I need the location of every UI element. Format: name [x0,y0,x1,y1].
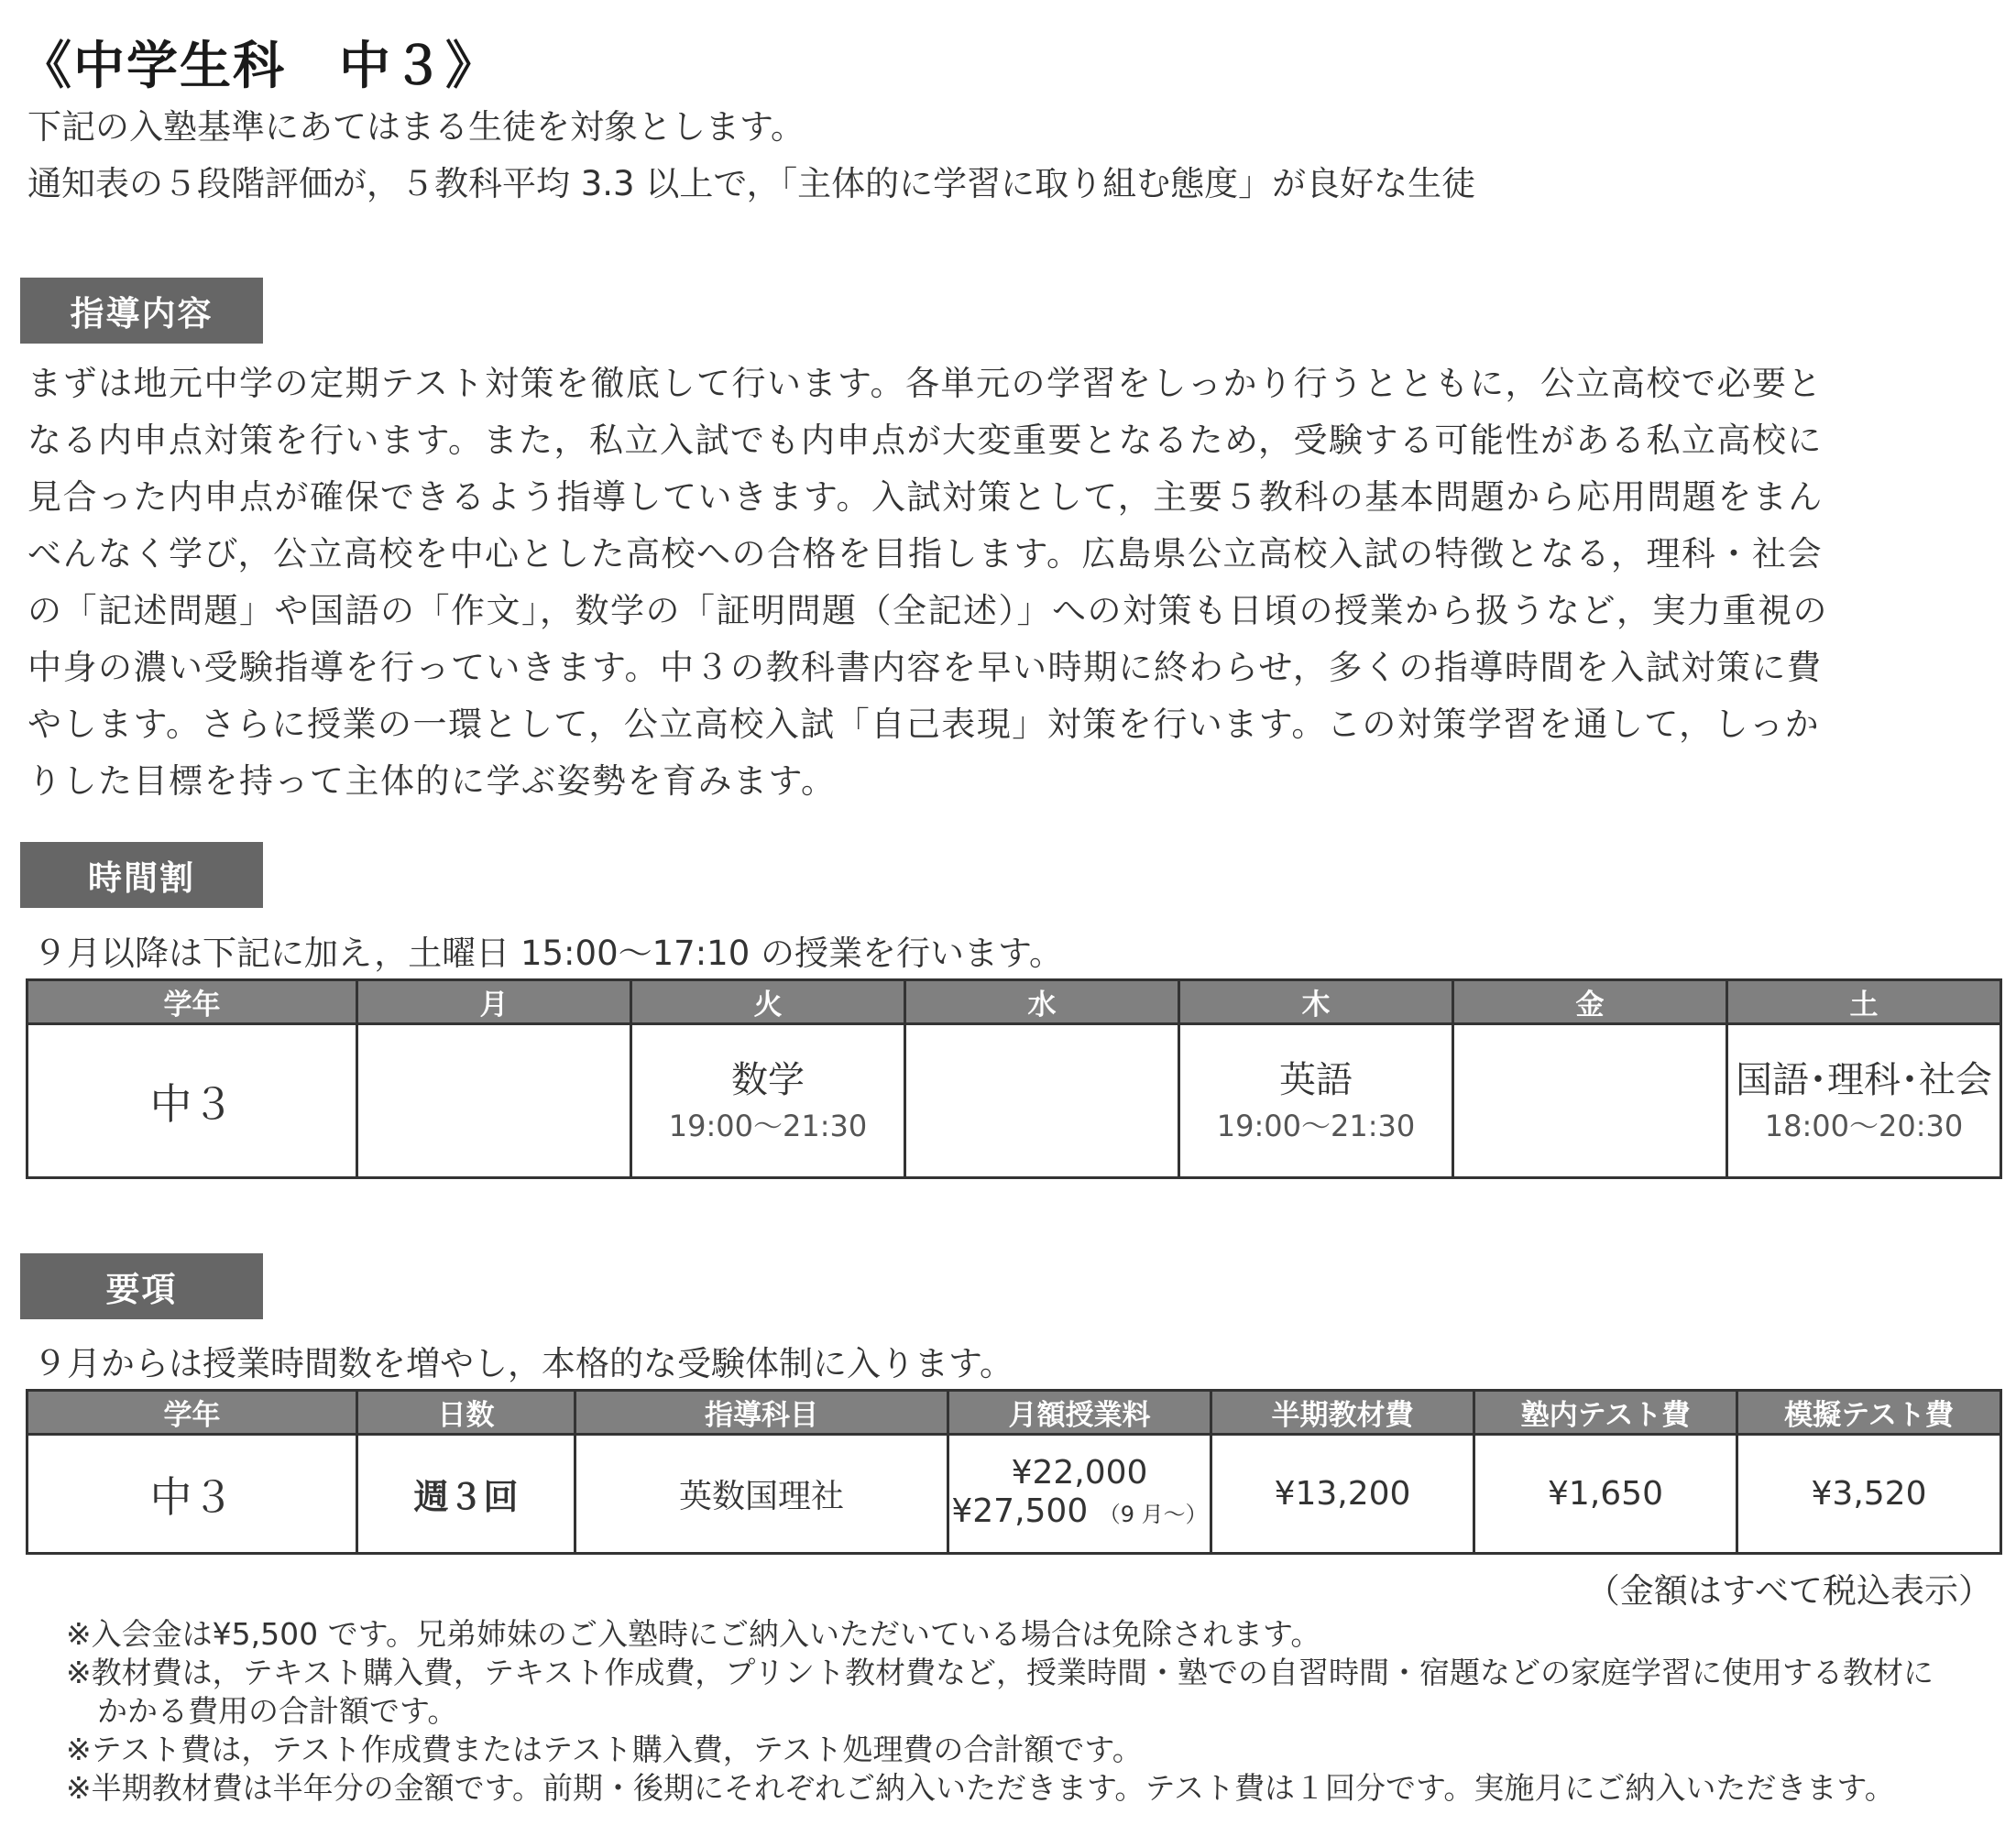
footnote-continuation: かかる費用の合計額です。 [97,1693,458,1729]
column-header: 模擬テスト費 [1737,1391,2001,1435]
section-label-guidance: 指導内容 [20,278,263,344]
column-header: 火 [631,980,905,1024]
saturday-cell [1727,1024,2001,1178]
guidance-line: なる内申点対策を行います。また，私立入試でも内申点が大変重要となるため，受験する可能性がある私立高校に [27,421,1824,460]
guidance-text [27,355,1998,810]
outline-table [26,1389,2002,1555]
mock-fee-cell: ¥3,520 [1737,1435,2001,1554]
wednesday-cell [905,1024,1179,1178]
column-header: 学年 [27,1391,357,1435]
timetable-table [26,978,2002,1179]
grade-cell: 中３ [27,1024,357,1178]
footnote: ※半期教材費は半年分の金額です。前期・後期にそれぞれご納入いただきます。テスト費は１回分です。実施月にご納入いただきます。 [66,1770,1895,1806]
tuition-value-after-sept: ¥27,500 （9 月〜） [951,1492,1208,1530]
test-fee-cell: ¥1,650 [1474,1435,1737,1554]
guidance-line: 見合った内申点が確保できるよう指導していきます。入試対策として，主要５教科の基本問題から応用問題をまん [27,477,1824,517]
column-header: 日数 [357,1391,575,1435]
time-label: 18:00〜20:30 [1764,1108,1964,1143]
guidance-line: やします。さらに授業の一環として，公立高校入試「自己表現」対策を行います。この対策学習を通して，しっか [27,705,1821,744]
tuition-value: ¥22,000 [1011,1454,1148,1492]
footnote: ※テスト費は，テスト作成費またはテスト購入費，テスト処理費の合計額です。 [66,1732,1143,1767]
footnote: ※教材費は，テキスト購入費，テキスト作成費，プリント教材費など，授業時間・塾での自習時間・宿題などの家庭学習に使用する教材に [66,1655,1934,1690]
column-header: 水 [905,980,1179,1024]
tax-note: （金額はすべて税込表示） [1585,1571,1992,1611]
monday-cell [357,1024,631,1178]
guidance-line: まずは地元中学の定期テスト対策を徹底して行います。各単元の学習をしっかり行うとともに，公立高校で必要と [27,364,1824,403]
footnotes [66,1615,1990,1808]
section-label-outline: 要項 [20,1253,263,1319]
column-header: 月額授業料 [948,1391,1211,1435]
table-header-row [27,1391,2001,1435]
column-header: 土 [1727,980,2001,1024]
thursday-cell [1179,1024,1453,1178]
days-cell: 週３回 [357,1435,575,1554]
column-header: 半期教材費 [1211,1391,1474,1435]
footnote: ※入会金は¥5,500 です。兄弟姉妹のご入塾時にご納入いただいている場合は免除されます。 [66,1616,1321,1652]
timetable-note: ９月以降は下記に加え，土曜日 15:00〜17:10 の授業を行います。 [33,934,1064,973]
guidance-line: の「記述問題」や国語の「作文」，数学の「証明問題（全記述）」への対策も日頃の授業から扱うなど，実力重視の [27,591,1828,630]
intro-line: 通知表の５段階評価が，５教科平均 3.3 以上で，「主体的に学習に取り組む態度」が良好な生徒 [27,164,1476,203]
section-label-timetable: 時間割 [20,842,263,908]
subject-label: 国語･理科･社会 [1736,1058,1992,1101]
column-header: 学年 [27,980,357,1024]
tuesday-cell [631,1024,905,1178]
tuition-cell [948,1435,1211,1554]
guidance-line: 中身の濃い受験指導を行っていきます。中３の教科書内容を早い時期に終わらせ，多くの指導時間を入試対策に費 [27,648,1823,687]
column-header: 月 [357,980,631,1024]
grade-cell: 中３ [27,1435,357,1554]
subject-label: 数学 [731,1058,805,1101]
materials-fee-cell: ¥13,200 [1211,1435,1474,1554]
subjects-cell: 英数国理社 [575,1435,948,1554]
subject-label: 英語 [1279,1058,1353,1101]
column-header: 指導科目 [575,1391,948,1435]
time-label: 19:00〜21:30 [668,1108,868,1143]
table-row [27,1435,2001,1554]
outline-note: ９月からは授業時間数を増やし，本格的な受験体制に入ります。 [33,1344,1014,1383]
guidance-line: りした目標を持って主体的に学ぶ姿勢を育みます。 [27,761,837,801]
column-header: 木 [1179,980,1453,1024]
intro [27,99,1475,213]
guidance-line: べんなく学び，公立高校を中心とした高校への合格を目指します。広島県公立高校入試の特徴となる，理科・社会 [27,534,1824,574]
table-header-row [27,980,2001,1024]
column-header: 金 [1453,980,1727,1024]
friday-cell [1453,1024,1727,1178]
intro-line: 下記の入塾基準にあてはまる生徒を対象とします。 [27,107,805,147]
time-label: 19:00〜21:30 [1216,1108,1416,1143]
table-row [27,1024,2001,1178]
page-title: 《中学生科 中３》 [20,37,499,96]
column-header: 塾内テスト費 [1474,1391,1737,1435]
